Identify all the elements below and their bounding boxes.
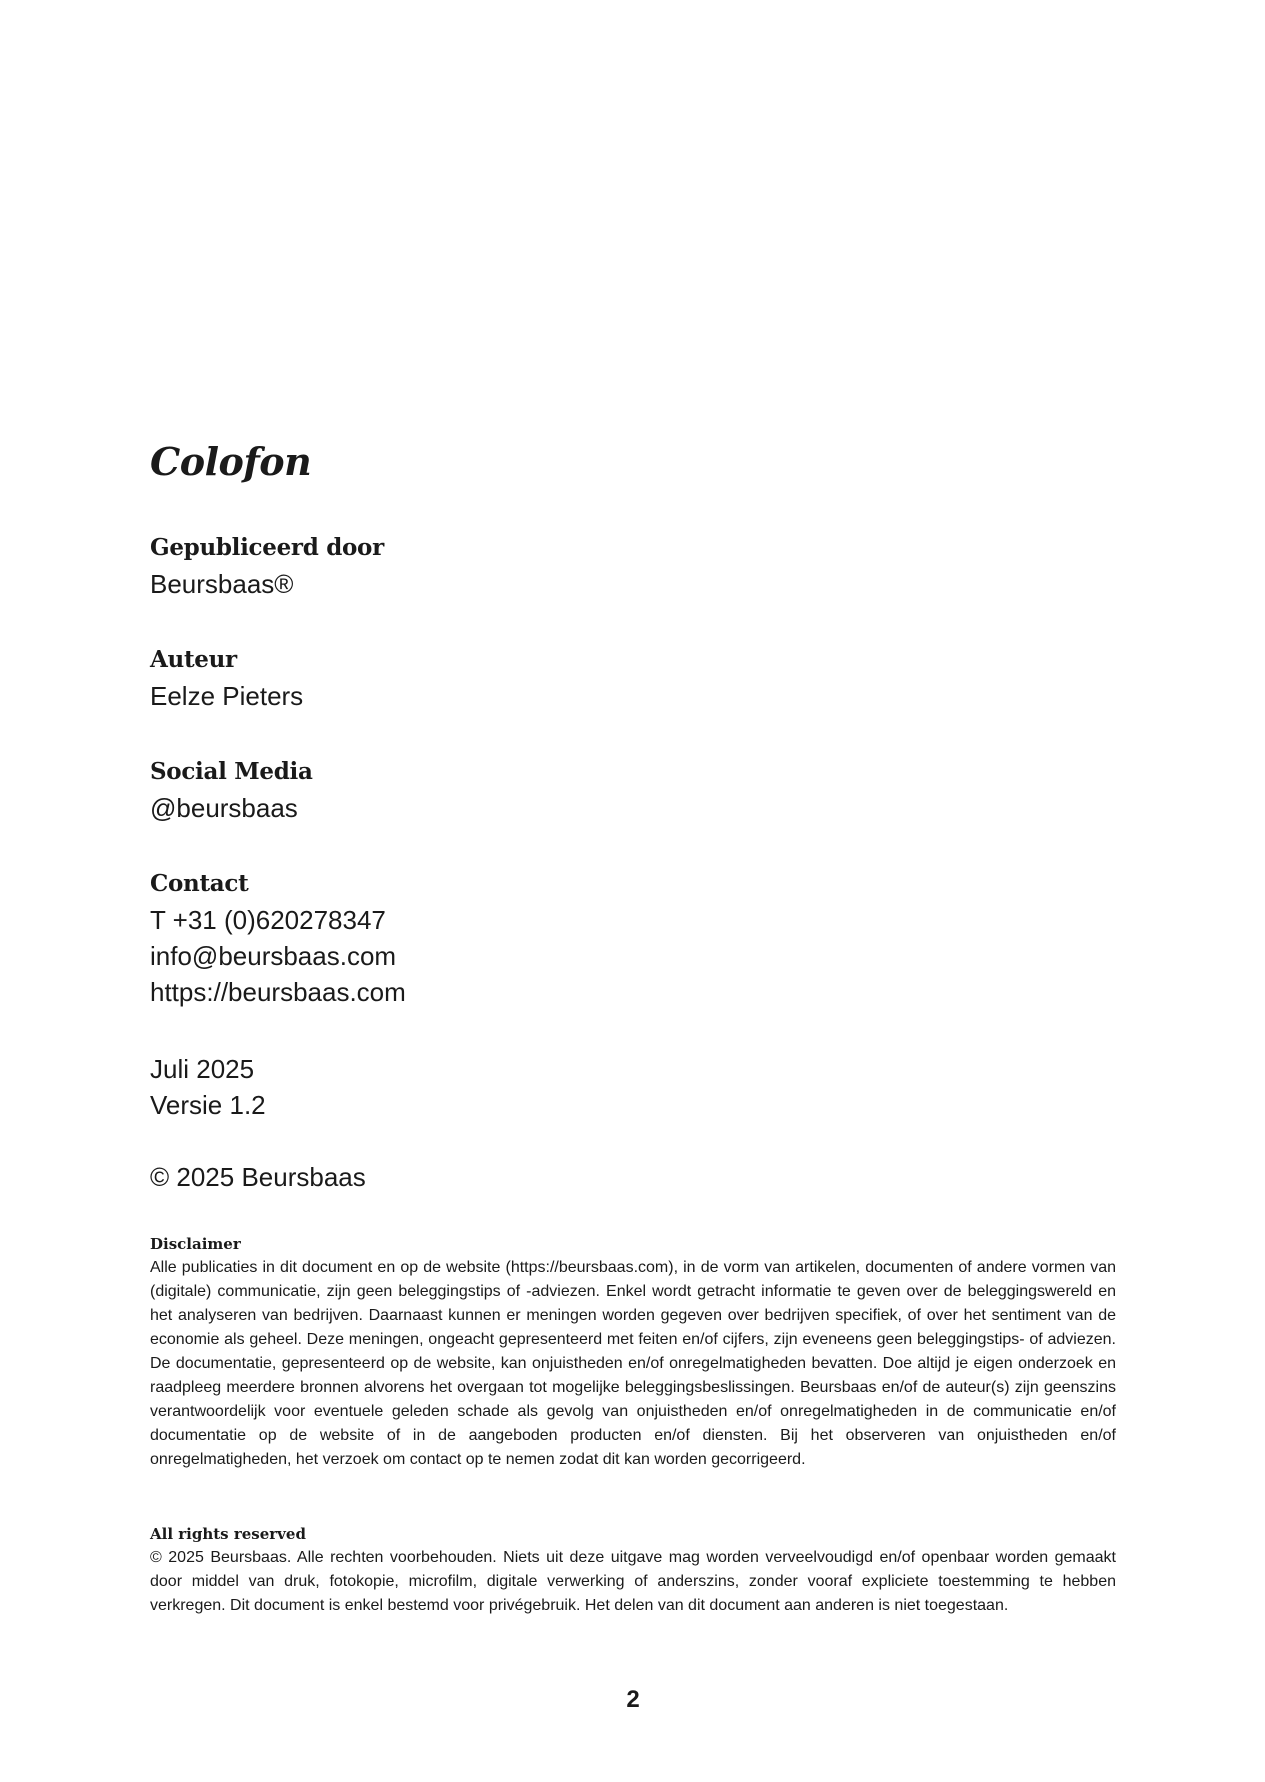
author-label: Auteur [150,646,237,673]
edition-section [150,1051,266,1123]
copyright-section [150,1159,366,1195]
rights-section [150,1522,1116,1618]
contact-website: https://beursbaas.com [150,977,406,1007]
contact-email: info@beursbaas.com [150,941,397,971]
disclaimer-text: Alle publicaties in dit document en op de website (https://beursbaas.com), in de vorm van artikelen, documenten of andere vormen van (digitale) communicatie, zijn geen beleggingstips of -adviezen. Enkel wordt getracht informatie te geven over de beleggingswereld en het analyseren van bedrijven. Daarnaast kunnen er meningen worden gegeven over bedrijven specifiek, of over het sentiment van de economie als geheel. Deze meningen, ongeacht gepresenteerd met feiten en/of cijfers, zijn eveneens geen beleggingstips- of adviezen. De documentatie, gepresenteerd op de website, kan onjuistheden en/of onregelmatigheden bevatten. Doe altijd je eigen onderzoek en raadpleeg meerdere bronnen alvorens het overgaan tot mogelijke beleggingsbeslissingen. Beursbaas en/of de auteur(s) zijn geenszins verantwoordelijk voor eventuele geleden schade als gevolg van onjuistheden en/of onregelmatigheden in de communicatie en/of documentatie op de website of in de aangeboden producten en/of diensten. Bij het observeren van onjuistheden en/of onregelmatigheden, het verzoek om contact op te nemen zodat dit kan worden gecorrigeerd. [150,1259,1116,1468]
rights-text: © 2025 Beursbaas. Alle rechten voorbehouden. Niets uit deze uitgave mag worden verveelvoudigd en/of openbaar worden gemaakt door middel van druk, fotokopie, microfilm, digitale verwerking of anderszins, zonder vooraf expliciete toestemming te hebben verkregen. Dit document is enkel bestemd voor privégebruik. Het delen van dit document aan anderen is niet toegestaan. [150,1549,1116,1614]
page-title: Colofon [150,439,312,484]
page-number: 2 [626,1686,640,1713]
published-by-section [150,530,384,602]
published-by-label: Gepubliceerd door [150,534,384,561]
social-media-section [150,754,313,826]
publication-date: Juli 2025 [150,1054,255,1084]
social-media-handle: @beursbaas [150,793,298,823]
rights-heading: All rights reserved [150,1525,306,1543]
disclaimer-heading: Disclaimer [150,1235,241,1253]
social-media-label: Social Media [150,758,313,785]
contact-phone: T +31 (0)620278347 [150,905,386,935]
author-name: Eelze Pieters [150,681,304,711]
disclaimer-section [150,1232,1116,1472]
version-number: Versie 1.2 [150,1090,266,1120]
publisher-name: Beursbaas® [150,569,294,599]
author-section [150,642,303,714]
copyright-line: © 2025 Beursbaas [150,1162,366,1192]
contact-section [150,866,406,1010]
document-page [150,0,1116,1782]
contact-label: Contact [150,870,249,897]
